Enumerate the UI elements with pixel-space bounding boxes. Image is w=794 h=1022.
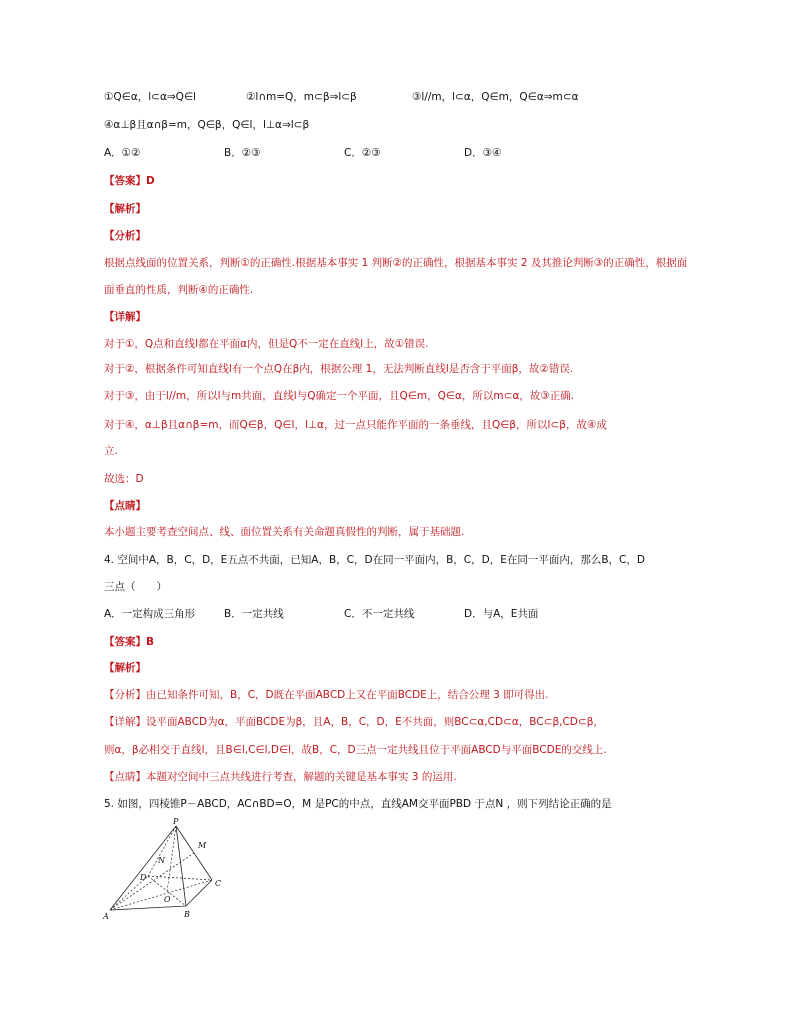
detail-4b: 立. [104,445,118,457]
label-d: D [140,873,147,882]
option-d: D．③④ [464,147,502,159]
dianjing-text: 本小题主要考查空间点、线、面位置关系有关命题真假性的判断，属于基础题. [104,526,465,538]
pyramid-diagram [100,818,230,928]
statement-1: ①Q∈α，l⊂α⇒Q∈l [104,91,197,103]
dianjing-label: 【点睛】 [104,500,146,512]
label-b: B [184,910,190,919]
statement-2: ②l∩m=Q，m⊂β⇒l⊂β [246,91,357,103]
q4-stem-2: 三点（ ） [104,581,167,593]
q5-stem: 5. 如图，四棱锥P－ABCD，AC∩BD=O，M 是PC的中点，直线AM交平面PBD 于点N ，则下列结论正确的是 [104,798,612,810]
label-m: M [198,841,207,850]
fenxi-text-1: 根据点线面的位置关系，判断①的正确性.根据基本事实 1 判断②的正确性，根据基本事实 2 及其推论判断③的正确性，根据面 [104,257,688,269]
statement-3: ③l//m，l⊂α，Q∈m，Q∈α⇒m⊂α [412,91,579,103]
q4-stem-1: 4. 空间中A，B，C，D，E五点不共面，已知A，B，C，D在同一平面内，B，C，D，E在同一平面内，那么B，C，D [104,554,645,566]
fenxi-text-2: 面垂直的性质，判断④的正确性. [104,284,254,296]
q4-option-c: C．不一定共线 [344,608,415,620]
pyramid-figure [100,818,230,928]
q4-option-a: A．一定构成三角形 [104,608,196,620]
detail-1: 对于①，Q点和直线l都在平面α内，但是Q不一定在直线l上，故①错误. [104,338,429,350]
option-a: A．①② [104,147,141,159]
answer-label: 【答案】D [104,175,155,187]
detail-2: 对于②，根据条件可知直线l有一个点Q在β内，根据公理 1，无法判断直线l是否含于平面β，故②错误. [104,363,574,375]
option-c: C．②③ [344,147,381,159]
conclusion: 故选：D [104,473,144,485]
jiexi-label: 【解析】 [104,203,146,215]
q4-detail-2: 则α，β必相交于直线l，且B∈l,C∈l,D∈l，故B，C，D三点一定共线且位于平面ABCD与平面BCDE的交线上. [104,744,607,756]
statement-4: ④α⊥β且α∩β=m，Q∈β，Q∈l，l⊥α⇒l⊂β [104,119,310,131]
q4-answer: 【答案】B [104,636,155,648]
label-o: O [164,895,171,904]
detail-4a: 对于④，α⊥β且α∩β=m，而Q∈β，Q∈l，l⊥α，过一点只能作平面的一条垂线，且Q∈β，所以l⊂β，故④成 [104,419,607,431]
label-n: N [158,856,165,865]
q4-option-b: B．一定共线 [224,608,284,620]
q4-dianjing: 【点睛】本题对空间中三点共线进行考查，解题的关键是基本事实 3 的运用. [104,771,457,783]
label-a: A [103,912,109,921]
xiangjie-label: 【详解】 [104,311,146,323]
q4-option-d: D．与A，E共面 [464,608,539,620]
q4-jiexi: 【解析】 [104,662,146,674]
label-p: P [173,818,179,826]
q4-detail-1: 【详解】设平面ABCD为α，平面BCDE为β，且A，B，C，D，E不共面，则BC⊂α,CD⊂α，BC⊂β,CD⊂β， [104,716,604,728]
fenxi-label: 【分析】 [104,230,146,242]
option-b: B．②③ [224,147,261,159]
label-c: C [215,879,222,888]
q4-fenxi: 【分析】由已知条件可知，B，C，D既在平面ABCD上又在平面BCDE上，结合公理 3 即可得出. [104,689,549,701]
detail-3: 对于③，由于l//m，所以l与m共面，直线l与Q确定一个平面，且Q∈m，Q∈α，所以m⊂α，故③正确. [104,390,575,402]
